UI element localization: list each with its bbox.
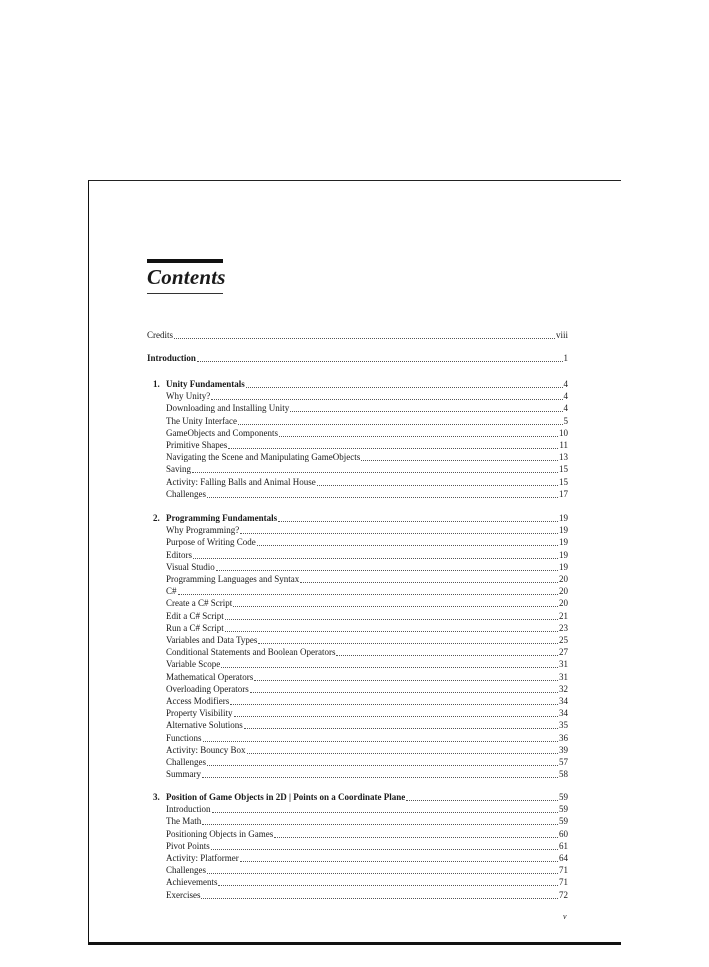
section-title: The Math	[166, 816, 202, 826]
section-title: Navigating the Scene and Manipulating GameObjects	[166, 452, 361, 462]
section-page: 34	[559, 696, 568, 706]
section-page: 31	[559, 659, 568, 669]
toc-section-entry	[166, 647, 568, 658]
section-page: 64	[559, 853, 568, 863]
section-title: Access Modifiers	[166, 696, 230, 706]
section-page: 19	[559, 537, 568, 547]
section-title: Downloading and Installing Unity	[166, 403, 290, 413]
section-title: Mathematical Operators	[166, 672, 254, 682]
section-title: Visual Studio	[166, 562, 215, 572]
dot-leader	[244, 728, 558, 729]
chapter-title: Programming Fundamentals	[166, 513, 278, 523]
section-page: 20	[559, 586, 568, 596]
section-page: 61	[559, 841, 568, 851]
section-page: 20	[559, 574, 568, 584]
toc-section-entry	[166, 733, 568, 744]
section-title: Property Visibility	[166, 708, 233, 718]
toc-section-entry	[166, 586, 568, 597]
section-title: Variable Scope	[166, 659, 221, 669]
section-page: 19	[559, 562, 568, 572]
section-page: 71	[559, 865, 568, 875]
chapter-title: Position of Game Objects in 2D | Points on a Coordinate Plane	[166, 792, 406, 802]
section-title: Introduction	[166, 804, 211, 814]
toc-section-entry	[166, 635, 568, 646]
section-title: Positioning Objects in Games	[166, 829, 274, 839]
dot-leader	[336, 655, 558, 656]
dot-leader	[174, 338, 555, 339]
toc-section-entry	[166, 403, 568, 414]
section-title: Functions	[166, 733, 202, 743]
section-title: Create a C# Script	[166, 598, 233, 608]
toc-section-entry	[166, 890, 568, 901]
section-page: 19	[559, 550, 568, 560]
section-page: 58	[559, 769, 568, 779]
toc-chapter-entry	[153, 379, 568, 390]
toc-section-entry	[166, 428, 568, 439]
dot-leader	[218, 885, 558, 886]
section-page: 59	[559, 804, 568, 814]
toc-section-entry	[166, 672, 568, 683]
section-title: The Unity Interface	[166, 416, 237, 426]
dot-leader	[202, 777, 558, 778]
section-title: Saving	[166, 464, 192, 474]
section-page: 11	[559, 440, 568, 450]
section-page: 34	[559, 708, 568, 718]
chapter-number: 1.	[153, 379, 160, 389]
toc-section-entry	[166, 537, 568, 548]
toc-section-entry	[166, 416, 568, 427]
toc-entry-page: viii	[555, 330, 568, 340]
section-page: 15	[559, 477, 568, 487]
toc-section-entry	[166, 804, 568, 815]
document-page	[88, 180, 621, 945]
section-page: 21	[559, 611, 568, 621]
dot-leader	[216, 570, 558, 571]
toc-section-entry	[166, 623, 568, 634]
section-title: Challenges	[166, 865, 206, 875]
chapter-title: Unity Fundamentals	[166, 379, 245, 389]
chapter-page: 59	[559, 792, 568, 802]
section-page: 20	[559, 598, 568, 608]
chapter-page: 19	[559, 513, 568, 523]
dot-leader	[202, 824, 558, 825]
dot-leader	[228, 448, 558, 449]
section-page: 4	[563, 391, 568, 401]
section-page: 15	[559, 464, 568, 474]
chapter-number: 2.	[153, 513, 160, 523]
dot-leader	[290, 411, 562, 412]
page-title: Contents	[147, 265, 226, 289]
toc-section-entry	[166, 464, 568, 475]
section-title: Variables and Data Types	[166, 635, 258, 645]
section-title: Challenges	[166, 757, 206, 767]
toc-section-entry	[166, 877, 568, 888]
toc-section-entry	[166, 745, 568, 756]
section-title: Challenges	[166, 489, 206, 499]
dot-leader	[274, 837, 558, 838]
section-page: 4	[563, 403, 568, 413]
section-title: Activity: Platformer	[166, 853, 239, 863]
dot-leader	[240, 861, 558, 862]
section-page: 59	[559, 816, 568, 826]
toc-section-entry	[166, 525, 568, 536]
dot-leader	[211, 849, 558, 850]
page-number: v	[563, 912, 567, 921]
chapter-page: 4	[563, 379, 568, 389]
dot-leader	[233, 606, 558, 607]
section-page: 57	[559, 757, 568, 767]
dot-leader	[300, 582, 558, 583]
section-page: 31	[559, 672, 568, 682]
toc-section-entry	[166, 391, 568, 402]
dot-leader	[207, 497, 558, 498]
section-page: 32	[559, 684, 568, 694]
dot-leader	[246, 387, 563, 388]
toc-section-entry	[166, 684, 568, 695]
section-title: Purpose of Writing Code	[166, 537, 256, 547]
section-title: Activity: Falling Balls and Animal House	[166, 477, 316, 487]
toc-section-entry	[166, 562, 568, 573]
section-page: 19	[559, 525, 568, 535]
toc-section-entry	[166, 829, 568, 840]
section-page: 35	[559, 720, 568, 730]
table-of-contents	[89, 181, 621, 942]
section-title: Exercises	[166, 890, 201, 900]
toc-section-entry	[166, 841, 568, 852]
section-page: 5	[563, 416, 568, 426]
section-page: 10	[559, 428, 568, 438]
dot-leader	[230, 704, 558, 705]
toc-section-entry	[166, 440, 568, 451]
dot-leader	[192, 472, 558, 473]
section-page: 71	[559, 877, 568, 887]
toc-section-entry	[166, 477, 568, 488]
dot-leader	[238, 424, 563, 425]
section-title: Summary	[166, 769, 201, 779]
section-page: 36	[559, 733, 568, 743]
toc-entry-label: Introduction	[147, 353, 196, 363]
dot-leader	[203, 741, 558, 742]
dot-leader	[258, 643, 558, 644]
toc-entry-page: 1	[563, 353, 568, 363]
toc-entry	[147, 353, 568, 364]
section-page: 27	[559, 647, 568, 657]
section-page: 39	[559, 745, 568, 755]
toc-section-entry	[166, 611, 568, 622]
section-title: Why Unity?	[166, 391, 211, 401]
section-page: 72	[559, 890, 568, 900]
section-title: Alternative Solutions	[166, 720, 243, 730]
dot-leader	[178, 594, 558, 595]
section-page: 13	[559, 452, 568, 462]
toc-section-entry	[166, 816, 568, 827]
section-title: Pivot Points	[166, 841, 210, 851]
section-title: Primitive Shapes	[166, 440, 228, 450]
section-page: 60	[559, 829, 568, 839]
dot-leader	[212, 812, 559, 813]
section-title: Editors	[166, 550, 192, 560]
toc-chapter-entry	[153, 513, 568, 524]
dot-leader	[225, 619, 558, 620]
section-title: Conditional Statements and Boolean Operators	[166, 647, 336, 657]
toc-section-entry	[166, 865, 568, 876]
section-page: 23	[559, 623, 568, 633]
dot-leader	[257, 545, 558, 546]
dot-leader	[193, 558, 558, 559]
dot-leader	[225, 631, 558, 632]
toc-section-entry	[166, 598, 568, 609]
toc-section-entry	[166, 489, 568, 500]
dot-leader	[361, 460, 558, 461]
toc-chapter-entry	[153, 792, 568, 803]
dot-leader	[247, 753, 559, 754]
dot-leader	[234, 716, 558, 717]
section-title: Programming Languages and Syntax	[166, 574, 300, 584]
toc-section-entry	[166, 696, 568, 707]
toc-section-entry	[166, 452, 568, 463]
toc-section-entry	[166, 550, 568, 561]
toc-section-entry	[166, 720, 568, 731]
section-page: 17	[559, 489, 568, 499]
toc-section-entry	[166, 757, 568, 768]
section-title: GameObjects and Components	[166, 428, 278, 438]
dot-leader	[197, 361, 563, 362]
toc-section-entry	[166, 853, 568, 864]
section-title: Activity: Bouncy Box	[166, 745, 246, 755]
chapter-number: 3.	[153, 792, 160, 802]
toc-entry	[147, 330, 568, 341]
section-page: 25	[559, 635, 568, 645]
dot-leader	[221, 667, 558, 668]
toc-entry-label: Credits	[147, 330, 173, 340]
section-title: Edit a C# Script	[166, 611, 224, 621]
section-title: C#	[166, 586, 177, 596]
dot-leader	[317, 485, 558, 486]
section-title: Achievements	[166, 877, 218, 887]
section-title: Why Programming?	[166, 525, 240, 535]
dot-leader	[201, 898, 558, 899]
toc-section-entry	[166, 708, 568, 719]
dot-leader	[207, 873, 558, 874]
dot-leader	[250, 692, 558, 693]
toc-section-entry	[166, 659, 568, 670]
dot-leader	[254, 680, 558, 681]
dot-leader	[207, 765, 558, 766]
dot-leader	[240, 533, 558, 534]
dot-leader	[211, 399, 562, 400]
section-title: Overloading Operators	[166, 684, 249, 694]
dot-leader	[278, 521, 558, 522]
dot-leader	[406, 800, 558, 801]
dot-leader	[279, 436, 558, 437]
toc-section-entry	[166, 574, 568, 585]
toc-section-entry	[166, 769, 568, 780]
section-title: Run a C# Script	[166, 623, 224, 633]
